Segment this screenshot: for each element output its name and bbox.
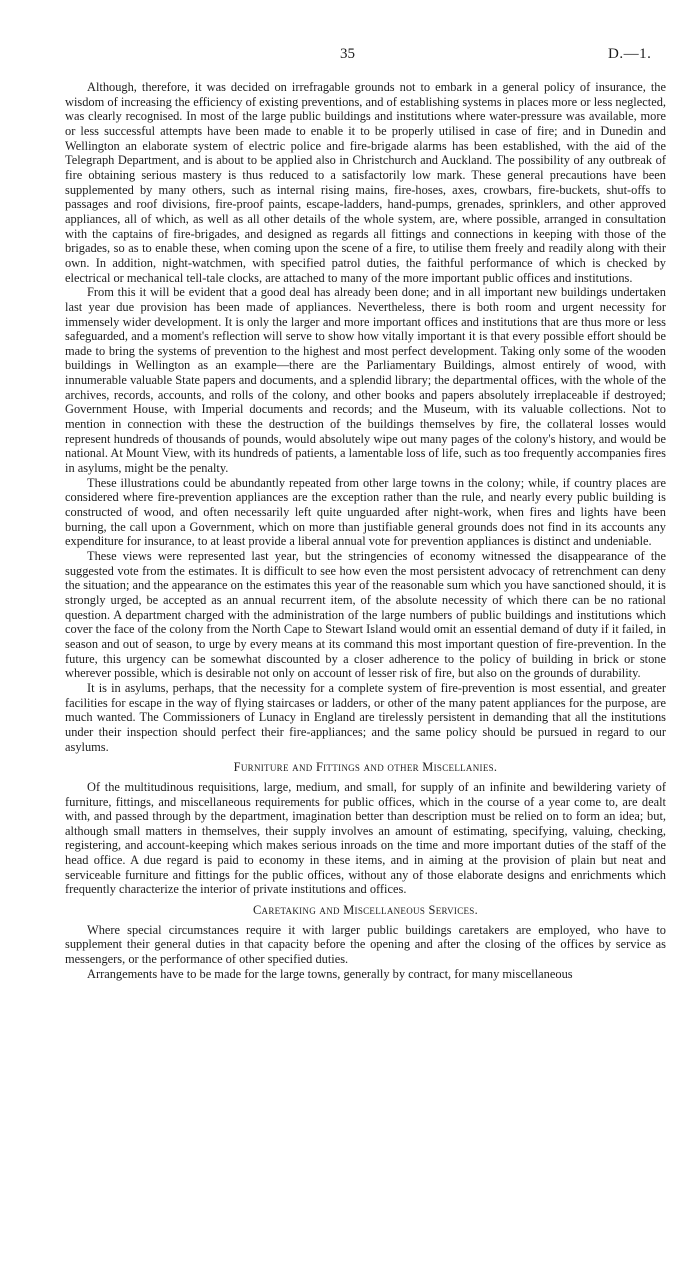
paragraph-wooden-buildings: From this it will be evident that a good deal has already been done; and in all important new buildings undertaken last year due provision has been made of appliances. Nevertheless, there is both room and urgent necessity for immensely wider development. It is only the larger and more important offices and institutions that are thus more or less safeguarded, and a moment's reflection will serve to show how vitally important it is that every possible effort should be made to bring the systems of prevention to the highest and most perfect development. Taking only some of the wooden buildings in Wellington as an example—there are the Parliamentary Buildings, almost entirely of wood, with innumerable valuable State papers and documents, and a splendid library; the departmental offices, with the whole of the archives, records, accounts, and rolls of the colony, and other books and papers absolutely irreplaceable if destroyed; Government House, with Imperial documents and records; and the Museum, with its valuable collections. Not to mention in connection with these the destruction of the buildings themselves by fire, the collateral losses would represent hundreds of thousands of pounds, would absolutely wipe out many pages of the colony's history, and would be national. At Mount View, with its hundreds of patients, a lamentable loss of life, such as too frequently accompanies fires in asylums, might be the penalty.	[65, 285, 666, 476]
paragraph-arrangements: Arrangements have to be made for the large towns, generally by contract, for many miscellaneous	[87, 966, 573, 981]
paragraph-country-places: These illustrations could be abundantly repeated from other large towns in the colony; while, if country places are considered where fire-prevention appliances are the exception rather than the rule, and nearly every public building is constructed of wood, and often necessarily left quite unguarded after night-work, when fires and lights have been burning, the call upon a Government, which on more than justifiable general grounds does not find in its accounts any expenditure for insurance, to at least provide a liberal annual vote for prevention appliances is distinct and undeniable.	[65, 475, 666, 549]
page-number: 35	[340, 46, 355, 62]
document-body	[65, 80, 666, 981]
paragraph-insurance-policy: Although, therefore, it was decided on irrefragable grounds not to embark in a general policy of insurance, the wisdom of increasing the efficiency of existing preventions, and of establishing systems in places more or less neglected, was clearly recognised. In most of the large public buildings and institutions where water-pressure was available, more or less successful attempts have been made to enable it to be properly utilised in case of fire; and in Dunedin and Wellington an elaborate system of electric police and fire-brigade alarms has been established, with the aid of the Telegraph Department, and is about to be applied also in Christchurch and Auckland. The possibility of any outbreak of fire obtaining serious mastery is thus reduced to a satisfactorily low mark. These general precautions have been supplemented by many others, such as internal rising mains, fire-hoses, axes, crowbars, fire-buckets, shut-offs to passages and roof divisions, fire-proof paints, escape-ladders, hand-pumps, grenades, sprinklers, and other approved appliances, all of which, as well as all other details of the whole system, are, where possible, arranged in consultation with the captains of fire-brigades, and designed as regards all fittings and connections in keeping with those of the brigades, so as to enable these, when coming upon the scene of a fire, to utilise them freely and readily along with their own. In addition, night-watchmen, with specified patrol duties, the faithful performance of which is checked by electrical or mechanical tell-tale clocks, are attached to many of the more important public offices and institutions.	[65, 80, 666, 285]
section-heading-furniture: Furniture and Fittings and other Miscellanies.	[233, 760, 498, 775]
paragraph-caretakers: Where special circumstances require it with larger public buildings caretakers are employed, who have to supplement their general duties in that capacity before the opening and after the closing of the offices by service as messengers, or the performance of other specified duties.	[65, 922, 666, 967]
page-header	[0, 46, 700, 66]
paragraph-asylums: It is in asylums, perhaps, that the necessity for a complete system of fire-prevention is most essential, and greater facilities for escape in the way of flying staircases or ladders, or other of the many patent appliances for the purpose, are much wanted. The Commissioners of Lunacy in England are tirelessly persistent in demanding that all the institutions under their inspection should perfect their fire-appliances; and the same policy should be pursued in regard to our asylums.	[65, 680, 666, 754]
section-heading-caretaking: Caretaking and Miscellaneous Services.	[252, 903, 478, 918]
paragraph-estimates-vote: These views were represented last year, but the stringencies of economy witnessed the disappearance of the suggested vote from the estimates. It is difficult to see how even the most persistent advocacy of retrenchment can deny the situation; and the appearance on the estimates this year of the reasonable sum which you have sanctioned should, it is strongly urged, be accepted as an annual recurrent item, of the absolute necessity of which there can be no rational question. A department charged with the administration of the large numbers of public buildings and institutions which cover the face of the colony from the North Cape to Stewart Island would omit an essential demand of duty if it failed, in season and out of season, to urge by every means at its command this most important question of fire-prevention. In the future, this urgency can be somewhat discounted by a closer adherence to the policy of building in brick or stone wherever possible, which is desirable not only on account of lesser risk of fire, but also on the grounds of durability.	[65, 549, 666, 681]
document-reference: D.—1.	[608, 46, 652, 62]
paragraph-furniture: Of the multitudinous requisitions, large, medium, and small, for supply of an infinite and bewildering variety of furniture, fittings, and miscellaneous requirements for public offices, which in the course of a year come to, are dealt with, and passed through by the department, imagination better than description must be relied on to form an idea; but, although small matters in themselves, their supply involves an amount of estimating, specifying, valuing, checking, registering, and account-keeping which makes serious inroads on the time and more important duties of the staff of the head office. A due regard is paid to economy in these items, and in aiming at the provision of plain but neat and serviceable furniture and fittings for the public offices, without any of those elaborate designs and enrichments which frequently characterize the interior of private institutions and offices.	[65, 779, 666, 897]
